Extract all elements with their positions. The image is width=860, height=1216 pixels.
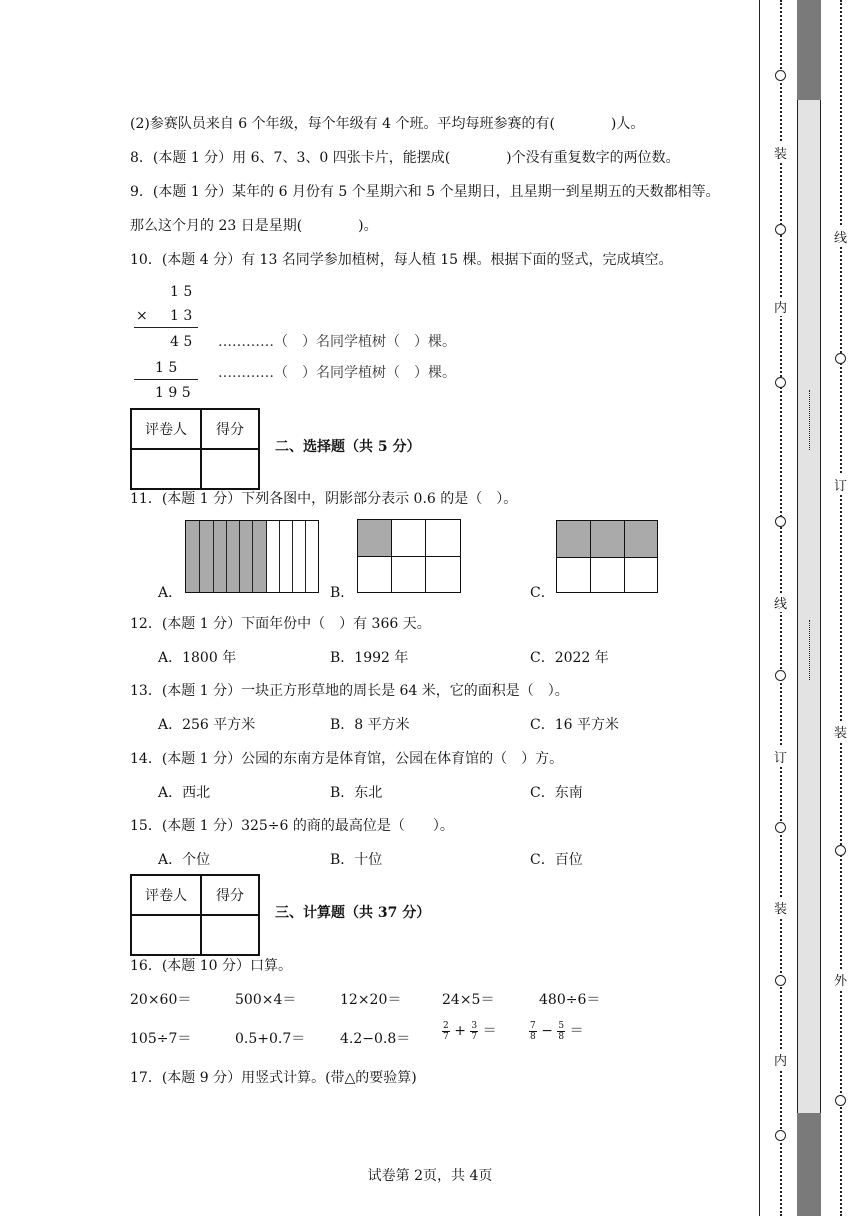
reviewer-label: 评卷人 xyxy=(131,875,201,915)
calc-note-2: …………（ ）名同学植树（ ）棵。 xyxy=(218,365,456,381)
question-17: 17．(本题 9 分）用竖式计算。(带△的要验算) xyxy=(130,1070,417,1086)
q14-option-a[interactable]: A．西北 xyxy=(158,785,211,801)
q15-option-a[interactable]: A．个位 xyxy=(158,852,211,868)
q11-option-c-label: C． xyxy=(530,585,555,601)
calc-row-1: 1 5 xyxy=(170,284,193,300)
question-10: 10．(本题 4 分）有 13 名同学参加植树，每人植 15 棵。根据下面的竖式，完成填空。 xyxy=(130,252,673,268)
question-9-line-2: 那么这个月的 23 日是星期( )。 xyxy=(130,218,378,234)
q15-option-c[interactable]: C．百位 xyxy=(530,852,583,868)
margin-inner-label: 装 xyxy=(774,898,787,917)
margin-outer-label: 外 xyxy=(834,970,847,989)
q11-figure-c[interactable] xyxy=(556,520,658,593)
q13-option-a[interactable]: A．256 平方米 xyxy=(158,717,256,733)
q11-option-b-label: B． xyxy=(330,585,355,601)
calc-line-2 xyxy=(134,379,198,380)
score-cell[interactable] xyxy=(201,449,259,489)
oral-item: 105÷7＝ xyxy=(130,1031,192,1047)
calc-row-4: 1 5 xyxy=(155,360,178,376)
margin-inner-label: 装 xyxy=(774,143,787,162)
question-15: 15．(本题 1 分）325÷6 的商的最高位是（ ）。 xyxy=(130,818,454,834)
oral-fraction-item-1: $\frac{2}{7}$ + $\frac{3}{7}$ ＝ xyxy=(443,1020,497,1042)
q12-option-c[interactable]: C．2022 年 xyxy=(530,650,609,666)
q11-option-a-label: A． xyxy=(158,585,183,601)
reviewer-cell[interactable] xyxy=(131,449,201,489)
margin-outer-label: 订 xyxy=(834,475,847,494)
margin-inner-label: 内 xyxy=(774,297,787,316)
question-7-part-2: (2)参赛队员来自 6 个年级，每个年级有 4 个班。平均每班参赛的有( )人。 xyxy=(130,116,645,132)
margin-outer-label: 线 xyxy=(834,227,847,246)
question-11: 11．(本题 1 分）下列各图中，阴影部分表示 0.6 的是（ ）。 xyxy=(130,491,518,507)
page-footer: 试卷第 2页，共 4页 xyxy=(367,1168,493,1184)
margin-inner-label: 内 xyxy=(774,1050,787,1069)
q14-option-c[interactable]: C．东南 xyxy=(530,785,583,801)
q14-option-b[interactable]: B．东北 xyxy=(330,785,383,801)
score-label: 得分 xyxy=(201,875,259,915)
margin-outer-label: 装 xyxy=(834,722,847,741)
oral-item: 500×4＝ xyxy=(235,992,297,1008)
q12-option-b[interactable]: B．1992 年 xyxy=(330,650,409,666)
q11-figure-a[interactable] xyxy=(185,520,319,593)
reviewer-cell[interactable] xyxy=(131,915,201,955)
q13-option-b[interactable]: B．8 平方米 xyxy=(330,717,410,733)
reviewer-label: 评卷人 xyxy=(131,409,201,449)
calc-row-3: 4 5 xyxy=(170,334,193,350)
oral-item: 480÷6＝ xyxy=(539,992,601,1008)
oral-item: 20×60＝ xyxy=(130,992,192,1008)
question-14: 14．(本题 1 分）公园的东南方是体育馆，公园在体育馆的（ ）方。 xyxy=(130,751,564,767)
question-9-line-1: 9．(本题 1 分）某年的 6 月份有 5 个星期六和 5 个星期日，且星期一到星期五的天数都相等。 xyxy=(130,184,720,200)
score-label: 得分 xyxy=(201,409,259,449)
oral-item: 24×5＝ xyxy=(442,992,495,1008)
score-box-section-2 xyxy=(130,408,260,490)
q13-option-c[interactable]: C．16 平方米 xyxy=(530,717,619,733)
question-8: 8．(本题 1 分）用 6、7、3、0 四张卡片，能摆成( )个没有重复数字的两位数。 xyxy=(130,150,680,166)
q11-figure-b[interactable] xyxy=(357,519,461,593)
margin-inner-label: 订 xyxy=(774,747,787,766)
calc-row-2: 1 3 xyxy=(170,308,193,324)
oral-item: 0.5+0.7＝ xyxy=(235,1031,306,1047)
calc-row-5: 1 9 5 xyxy=(155,385,191,401)
oral-fraction-item-2: $\frac{7}{8}$ − $\frac{5}{8}$ ＝ xyxy=(530,1020,584,1042)
q12-option-a[interactable]: A．1800 年 xyxy=(158,650,237,666)
question-16: 16．(本题 10 分）口算。 xyxy=(130,958,292,974)
calc-times-sign: × xyxy=(136,308,148,324)
section-3-title: 三、计算题（共 37 分） xyxy=(275,905,431,921)
calc-line-1 xyxy=(134,327,198,328)
oral-item: 4.2−0.8＝ xyxy=(340,1031,411,1047)
oral-item: 12×20＝ xyxy=(340,992,402,1008)
section-2-title: 二、选择题（共 5 分） xyxy=(275,439,421,455)
question-13: 13．(本题 1 分）一块正方形草地的周长是 64 米，它的面积是（ ）。 xyxy=(130,683,569,699)
calc-note-1: …………（ ）名同学植树（ ）棵。 xyxy=(218,334,456,350)
q15-option-b[interactable]: B．十位 xyxy=(330,852,383,868)
score-cell[interactable] xyxy=(201,915,259,955)
margin-inner-label: 线 xyxy=(774,593,787,612)
score-box-section-3 xyxy=(130,874,260,956)
question-12: 12．(本题 1 分）下面年份中（ ）有 366 天。 xyxy=(130,616,431,632)
